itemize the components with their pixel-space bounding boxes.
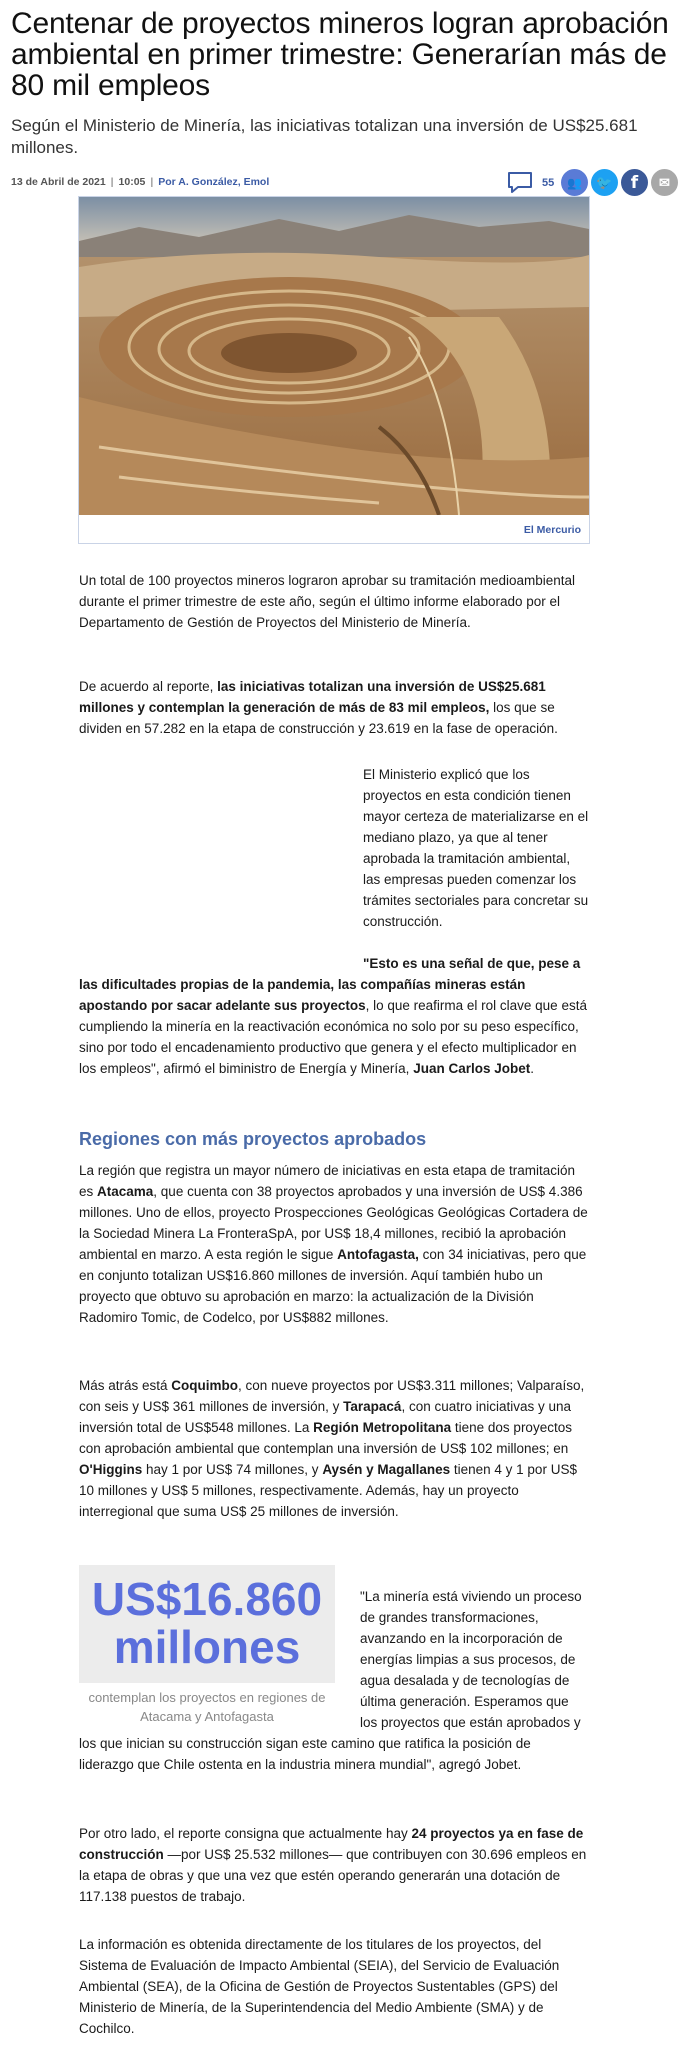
paragraph-bold: Antofagasta, (337, 1247, 419, 1262)
paragraph-regions (79, 1160, 589, 1328)
paragraph-sources: La información es obtenida directamente de los titulares de los proyectos, del Sistema de Evaluación de Impacto Ambiental (SEIA), del Servicio de Evaluación Ambiental (SEA), de la Oficina de Gestión de Proyectos Sustentables (GPS) del Ministerio de Minería, de la Superintendencia del Medio Ambiente (SMA) y de Cochilco. (79, 1937, 560, 2036)
comments-icon[interactable] (507, 171, 533, 193)
paragraph-quote-jobet-2-cont: los que inician su construcción sigan este camino que ratifica la posición de liderazgo que Chile ostenta en la industria minera mundial", agregó Jobet. (79, 1736, 531, 1772)
paragraph-ministry: El Ministerio explicó que los proyectos en esta condición tienen mayor certeza de materializarse en el mediano plazo, ya que al tener aprobada la tramitación ambiental, las empresas pueden comenzar los trámites sectoriales para concretar su construcción. (363, 767, 589, 929)
article-author[interactable]: Por A. González, Emol (158, 176, 270, 188)
mail-share-icon[interactable]: ✉ (651, 169, 678, 196)
paragraph-bold: Atacama (97, 1184, 154, 1199)
highlight-stat-box (79, 1565, 335, 1683)
meta-separator: | (110, 176, 114, 188)
paragraph-text: con 34 iniciativas, pero que en conjunto totalizan US$16.860 millones de inversión. Aquí también hubo un proyecto que obtuvo su aprobación en marzo: la actualización de la División Radomiro Tomic, de Codelco, por US$882 millones. (79, 1247, 587, 1325)
highlight-value-unit: millones (113, 1621, 301, 1673)
paragraph-bold: 24 proyectos ya en fase de construcción (79, 1826, 584, 1862)
highlight-value: US$16.860 (91, 1573, 323, 1625)
paragraph-bold: Aysén y Magallanes (322, 1462, 451, 1477)
paragraph-text: , lo que reafirma el rol clave que está cumpliendo la minería en la reactivación económica no solo por su peso específico, sino por todo el encadenamiento productivo que genera y el efecto multiplicador en los empleos", afirmó el biministro de Energía y Minería, (79, 998, 587, 1076)
paragraph-text: La región que registra un mayor número de iniciativas en esta etapa de tramitación es (79, 1163, 576, 1199)
paragraph-text: Por otro lado, el reporte consigna que actualmente hay (79, 1826, 412, 1841)
paragraph-text: —por US$ 25.532 millones— que contribuyen con 30.696 empleos en la etapa de obras y que una vez que estén operando generarán una dotación de 117.138 puestos de trabajo. (79, 1847, 587, 1904)
paragraph-bold: Coquimbo (171, 1378, 239, 1393)
paragraph-bold: Región Metropolitana (313, 1420, 452, 1435)
comments-count[interactable]: 55 (542, 177, 555, 189)
paragraph-report (79, 676, 589, 739)
paragraph-bold: "Esto es una señal de que, pese a las dificultades propias de la pandemia, las compañías mineras están apostando por sacar adelante sus proyectos (79, 956, 581, 1013)
article-title: Centenar de proyectos mineros logran aprobación ambiental en primer trimestre: Generarían más de 80 mil empleos (11, 7, 669, 102)
community-share-icon[interactable]: 👥 (561, 169, 588, 196)
paragraph-intro: Un total de 100 proyectos mineros lograron aprobar su tramitación medioambiental durante el primer trimestre de este año, según el último informe elaborado por el Departamento de Gestión de Proyectos del Ministerio de Minería. (79, 573, 576, 630)
paragraph-text: hay 1 por US$ 74 millones, y (142, 1462, 323, 1477)
paragraph-bold: Juan Carlos Jobet (413, 1061, 531, 1076)
paragraph-text: tienen 4 y 1 por US$ 10 millones y US$ 5 millones, respectivamente. Además, hay un proyecto interregional que suma US$ 25 millones de inversión. (79, 1462, 577, 1519)
highlight-caption: contemplan los proyectos en regiones de Atacama y Antofagasta (88, 1690, 326, 1724)
paragraph-text: tiene dos proyectos con aprobación ambiental que contemplan una inversión de US$ 102 millones; en (79, 1420, 572, 1456)
mine-photo (79, 197, 589, 515)
paragraph-bold: las iniciativas totalizan una inversión de US$25.681 millones y contemplan la generación de más de 83 mil empleos, (79, 679, 546, 715)
paragraph-quote-jobet-2: "La minería está viviendo un proceso de grandes transformaciones, avanzando en la incorporación de energías limpias a sus procesos, de agua desalada y de tecnologías de última generación. Esperamos que los proyectos que están aprobados y (360, 1589, 582, 1730)
facebook-share-icon[interactable]: f (621, 169, 648, 196)
article-figure (78, 196, 590, 544)
paragraph-text: , con nueve proyectos por US$3.311 millones; Valparaíso, con seis y US$ 361 millones de inversión, y (79, 1378, 585, 1414)
twitter-share-icon[interactable]: 🐦 (591, 169, 618, 196)
paragraph-text: . (530, 1061, 534, 1076)
paragraph-bold: Tarapacá (343, 1399, 402, 1414)
paragraph-text: , que cuenta con 38 proyectos aprobados y una inversión de US$ 4.386 millones. Uno de ellos, proyecto Prospecciones Geológicas Geológicas Cortadera de la Sociedad Minera La FronteraSpA, por US$ 18,4 millones, recibió la aprobación ambiental en marzo. A esta región le sigue (79, 1184, 588, 1262)
paragraph-text: los que se dividen en 57.282 en la etapa de construcción y 23.619 en la fase de operación. (79, 700, 558, 736)
paragraph-quote-jobet (79, 953, 589, 1079)
article-date: 13 de Abril de 2021 (11, 176, 106, 188)
section-heading: Regiones con más proyectos aprobados (79, 1129, 427, 1149)
photo-credit: El Mercurio (523, 524, 581, 536)
paragraph-construction (79, 1823, 589, 1907)
article-meta (11, 176, 269, 188)
paragraph-text: , con cuatro iniciativas y una inversión total de US$548 millones. La (79, 1399, 572, 1435)
paragraph-text: Más atrás está (79, 1378, 172, 1393)
paragraph-other-regions (79, 1375, 589, 1522)
meta-separator: | (150, 176, 154, 188)
article-time: 10:05 (118, 176, 146, 188)
paragraph-bold: O'Higgins (79, 1462, 143, 1477)
paragraph-text: De acuerdo al reporte, (79, 679, 218, 694)
article-subtitle: Según el Ministerio de Minería, las iniciativas totalizan una inversión de US$25.681 millones. (11, 116, 638, 157)
